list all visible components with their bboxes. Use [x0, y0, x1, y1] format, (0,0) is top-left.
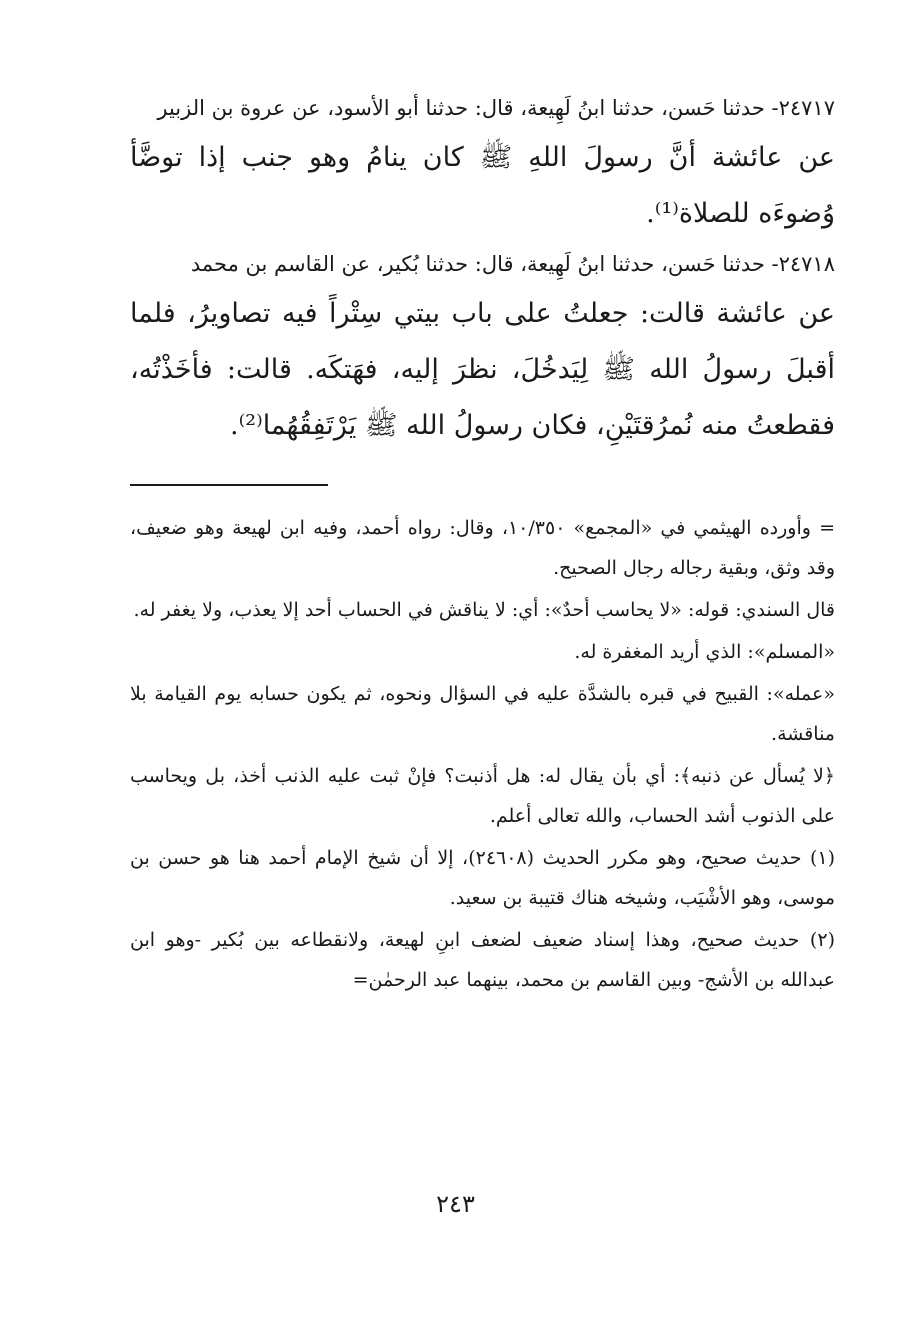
page-number: ٢٤٣: [436, 1190, 475, 1218]
hadith-2-matn: عن عائشة قالت: جعلتُ على باب بيتي سِتْراً فيه تصاويرُ، فلما أقبلَ رسولُ الله ﷺ لِيَدخُلَ، نظرَ إليه، فهَتكَه. قالت: فأخَذْتُه، فقطعتُ منه نُمرُقتَيْنِ، فكان رسولُ الله ﷺ يَرْتَفِقُهُما⁽²⁾.: [130, 298, 835, 441]
footnotes: [130, 508, 835, 1000]
footnote-1: (١) حديث صحيح، وهو مكرر الحديث (٢٤٦٠٨)، إلا أن شيخ الإمام أحمد هنا هو حسن بن موسى، وهو الأشْيَب، وشيخه هناك قتيبة بن سعيد.: [130, 847, 836, 909]
footnote-continuation: = وأورده الهيثمي في «المجمع» ١٠/٣٥٠، وقال: رواه أحمد، وفيه ابن لهيعة وهو ضعيف، وقد وثق، وبقية رجاله رجال الصحيح.: [130, 517, 835, 579]
footnote-sindi: قال السندي: قوله: «لا يحاسب أحدٌ»: أي: لا يناقش في الحساب أحد إلا يعذب، ولا يغفر له.: [133, 599, 835, 621]
page-body: [130, 86, 835, 1002]
footnote-separator: [130, 484, 328, 486]
footnote-la-yusal: ﴿لا يُسأل عن ذنبه﴾: أي بأن يقال له: هل أذنبت؟ فإنْ ثبت عليه الذنب أخذ، بل ويحاسب على الذنوب أشد الحساب، والله تعالى أعلم.: [130, 765, 835, 827]
footnote-2: (٢) حديث صحيح، وهذا إسناد ضعيف لضعف ابنِ لهيعة، ولانقطاعه بين بُكير -وهو ابن عبدالله بن الأشج- وبين القاسم بن محمد، بينهما عبد الرحمٰن=: [130, 929, 835, 991]
hadith-1-isnad: ٢٤٧١٧- حدثنا حَسن، حدثنا ابنُ لَهِيعة، قال: حدثنا أبو الأسود، عن عروة بن الزبير: [157, 96, 835, 120]
hadith-2-isnad: ٢٤٧١٨- حدثنا حَسن، حدثنا ابنُ لَهِيعة، قال: حدثنا بُكير، عن القاسم بن محمد: [190, 252, 835, 276]
footnote-muslim: «المسلم»: الذي أريد المغفرة له.: [574, 641, 835, 663]
footnote-amaluhu: «عمله»: القبيح في قبره بالشدَّة عليه في السؤال ونحوه، ثم يكون حسابه يوم القيامة بلا مناقشة.: [130, 683, 835, 745]
hadith-1-matn: عن عائشة أنَّ رسولَ اللهِ ﷺ كان ينامُ وهو جنب إذا توضَّأ وُضوءَه للصلاة⁽¹⁾.: [130, 142, 835, 229]
